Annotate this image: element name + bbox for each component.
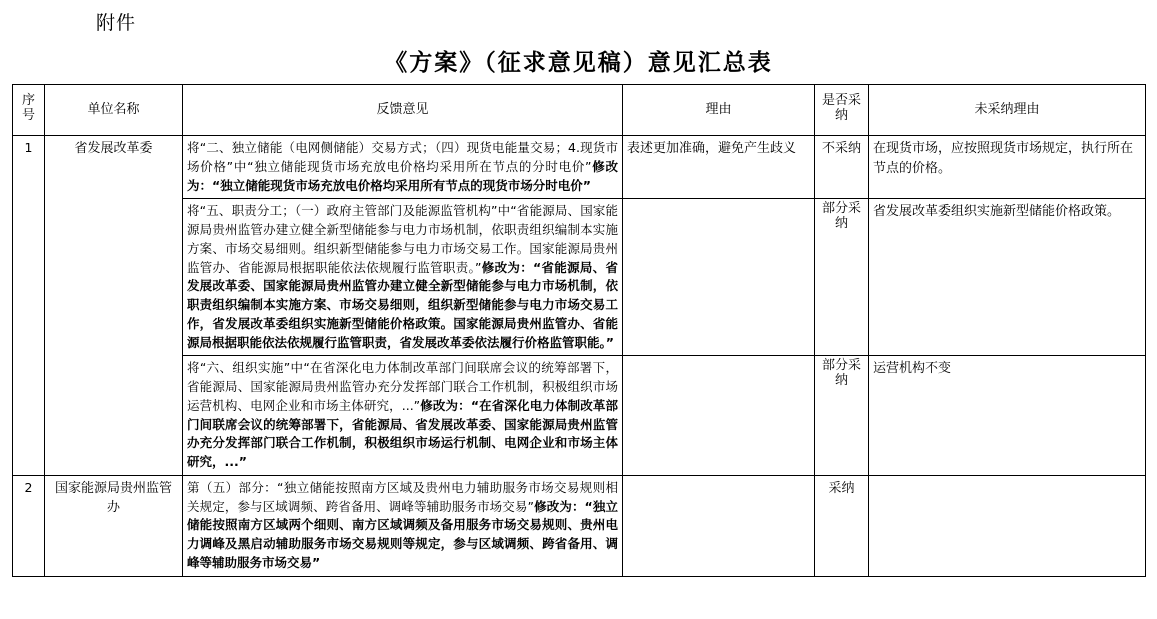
table-body: [13, 136, 1146, 577]
opinion-emphasis: 省发展改革委组织实施新型储能价格政策。: [212, 315, 454, 331]
cell-not-adopted-reason: 在现货市场，应按照现货市场规定，执行所在节点的价格。: [869, 136, 1146, 199]
table-header-row: [13, 85, 1146, 136]
cell-not-adopted-reason: [869, 475, 1146, 576]
header-adopt-label: 是否采纳: [821, 93, 861, 124]
cell-reason: [623, 199, 815, 356]
opinion-text: 将“五、职责分工；（一）政府主管部门及能源监管机构”中“省能源局、国家能源局贵州监管办建立健全新型储能参与电力市场机制，依职责组织编制本实施方案、市场交易细则。组织新型储能参与电力市场交易工作。国家能源局贵州监管办、省能源局根据职能依法依规履行监管职责。”: [187, 203, 618, 275]
opinion-emphasis: 现货市场分时电价: [482, 177, 583, 193]
header-notadopt: 未采纳理由: [869, 85, 1146, 136]
cell-unit-name: 省发展改革委: [45, 136, 183, 476]
attachment-label: 附件: [96, 12, 137, 34]
opinion-text: 将“二、独立储能（电网侧储能）交易方式；（四）现货电能量交易；4.现货市场价格”中“独立储能现货市场充放电价格均采用所在节点的分时电价”: [187, 140, 618, 174]
cell-seq: 1: [13, 136, 45, 476]
cell-unit-name: 国家能源局贵州监管办: [45, 475, 183, 576]
table-row: [13, 356, 1146, 476]
document-title: 《方案》（征求意见稿）意见汇总表: [384, 49, 773, 76]
adoption-status-label: 不采纳: [821, 141, 861, 156]
header-reason: 理由: [623, 85, 815, 136]
cell-reason: [623, 356, 815, 476]
table-row: [13, 136, 1146, 199]
adoption-status-label: 部分采纳: [821, 358, 861, 389]
opinion-text: 将“六、组织实施”中“在省深化电力体制改革部门间联席会议的统筹部署下，省能源局、国家能源局贵州监管办充分发挥部门联合工作机制，积极组织市场运营机构、电网企业和市场主体研究，...”: [187, 360, 618, 413]
opinion-emphasis: 修改为：“独立储能按照南方区域两个细则、南方区域调频及备用服务市场交易规则、贵州电力调峰及黑启动辅助服务市场交易规则等规定，参与区域调频、跨省备用、调峰等辅助服务市场交易”: [187, 498, 618, 570]
opinion-emphasis: 、国家能源局贵州监管办充分发挥部门联合工作机制，积极组织市场运行机制、电网企业和市场主体研究，...”: [187, 416, 618, 469]
opinion-emphasis: 省发展改革委: [187, 259, 618, 294]
cell-feedback-opinion: [183, 136, 623, 199]
cell-feedback-opinion: [183, 475, 623, 576]
cell-adoption-status: [815, 136, 869, 199]
cell-adoption-status: [815, 475, 869, 576]
cell-adoption-status: [815, 356, 869, 476]
cell-reason: 表述更加准确，避免产生歧义: [623, 136, 815, 199]
opinion-emphasis: ”: [605, 334, 614, 350]
opinion-summary-table: [12, 84, 1146, 577]
table-row: [13, 475, 1146, 576]
opinion-emphasis: ”: [582, 177, 591, 193]
header-seq-label: 序号: [21, 93, 35, 124]
opinion-emphasis: 修改为：“省能源局、: [481, 259, 606, 275]
opinion-emphasis: 省发展改革委依法履行价格监管职能。: [399, 334, 606, 350]
cell-adoption-status: [815, 199, 869, 356]
cell-feedback-opinion: [183, 356, 623, 476]
adoption-status-label: 采纳: [828, 480, 855, 496]
opinion-emphasis: 省发展改革委: [415, 416, 492, 432]
cell-not-adopted-reason: 运营机构不变: [869, 356, 1146, 476]
table-row: [13, 199, 1146, 356]
cell-reason: [623, 475, 815, 576]
header-adopt: [815, 85, 869, 136]
cell-feedback-opinion: [183, 199, 623, 356]
opinion-emphasis: 修改为：“在省深化电力体制改革部门间联席会议的统筹部署下，省能源局、: [187, 397, 618, 432]
header-unit: 单位名称: [45, 85, 183, 136]
opinion-text: 第（五）部分：“独立储能按照南方区域及贵州电力辅助服务市场交易规则相关规定，参与区域调频、跨省备用、调峰等辅助服务市场交易”: [187, 479, 618, 514]
opinion-emphasis: 修改为：“独立储能现货市场充放电价格均采用所有节点的: [187, 158, 618, 193]
adoption-status-label: 部分采纳: [821, 201, 861, 232]
cell-not-adopted-reason: 省发展改革委组织实施新型储能价格政策。: [869, 199, 1146, 356]
header-seq: [13, 85, 45, 136]
header-opinion: 反馈意见: [183, 85, 623, 136]
opinion-emphasis: 国家能源局贵州监管办、省能源局根据职能依法依规履行监管职责，: [187, 315, 618, 350]
cell-seq: 2: [13, 475, 45, 576]
opinion-emphasis: 、国家能源局贵州监管办建立健全新型储能参与电力市场机制，依职责组织编制本实施方案、市场交易细则，组织新型储能参与电力市场交易工作，: [187, 278, 618, 331]
